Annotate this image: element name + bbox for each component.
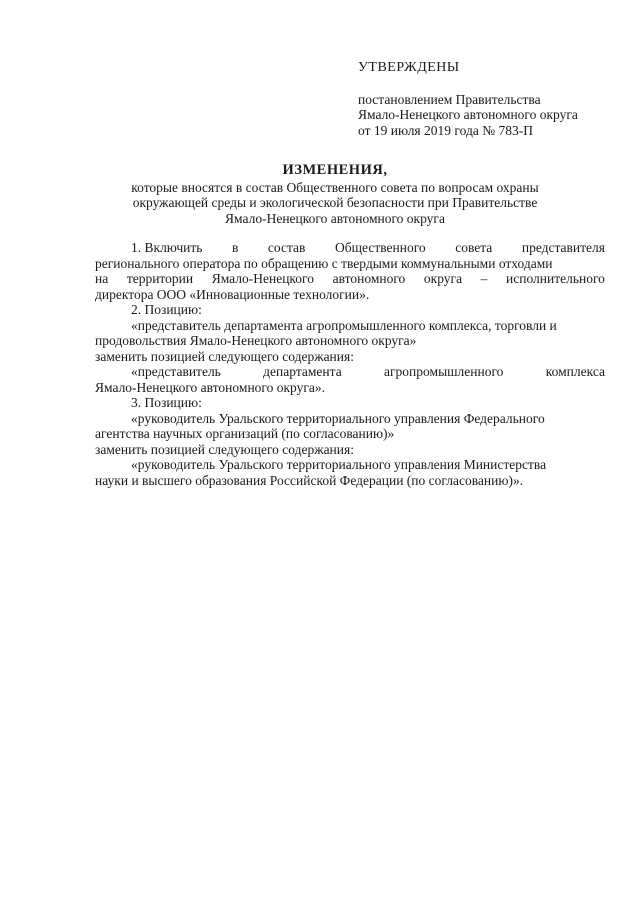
word: департамента — [263, 364, 342, 379]
item-3-new-line-2: науки и высшего образования Российской Федерации (по согласованию)». — [95, 472, 524, 488]
word: комплекса — [545, 364, 605, 379]
item-1-line-3 — [95, 271, 605, 287]
title-heading: ИЗМЕНЕНИЯ, — [282, 162, 388, 178]
word: совета — [455, 240, 493, 255]
item-1-line-1 — [95, 240, 605, 256]
word: агропромышленного — [384, 364, 504, 379]
document-body — [95, 240, 605, 488]
item-3-replace-line: заменить позицией следующего содержания: — [95, 441, 354, 457]
item-2-old-line-2: продовольствия Ямало-Ненецкого автономного округа» — [95, 333, 417, 348]
approval-line: постановлением Правительства — [358, 91, 541, 107]
approval-line: от 19 июля 2019 года № 783-П — [358, 122, 533, 138]
word: в — [232, 240, 239, 255]
word: «представитель — [131, 364, 221, 379]
word: округа — [423, 271, 463, 286]
approval-block — [358, 60, 618, 138]
word: – — [480, 271, 488, 286]
item-2-heading: 2. Позицию: — [131, 302, 202, 317]
item-2-old-line-1: «представитель департамента агропромышленного комплекса, торговли и — [131, 317, 557, 333]
item-2-new-line-1 — [95, 364, 605, 380]
item-3-old-line-1: «руководитель Уральского территориального управления Федерального — [131, 410, 545, 426]
item-1-line-4: директора ООО «Инновационные технологии». — [95, 286, 370, 302]
word: на — [95, 271, 109, 286]
title-line: которые вносятся в состав Общественного совета по вопросам охраны — [131, 179, 539, 195]
word: Ямало-Ненецкого — [211, 271, 315, 286]
item-2-replace-line: заменить позицией следующего содержания: — [95, 348, 354, 364]
item-3-new-line-1: «руководитель Уральского территориального управления Министерства — [131, 457, 547, 472]
title-line: окружающей среды и экологической безопасности при Правительстве — [132, 195, 538, 210]
approval-line: Ямало-Ненецкого автономного округа — [358, 107, 578, 122]
word: представителя — [521, 240, 605, 255]
item-3-old-line-2: агентства научных организаций (по согласованию)» — [95, 426, 395, 441]
document-title — [95, 163, 575, 226]
word: исполнительного — [506, 271, 605, 286]
item-1-line-2: регионального оператора по обращению с твердыми коммунальными отходами — [95, 255, 553, 271]
word: состав — [267, 240, 306, 255]
word: автономного — [332, 271, 406, 286]
item-2-new-line-2: Ямало-Ненецкого автономного округа». — [95, 379, 326, 395]
approval-heading: УТВЕРЖДЕНЫ — [358, 60, 460, 75]
item-3-heading: 3. Позицию: — [131, 395, 202, 410]
word: Общественного — [334, 240, 426, 255]
word: 1. Включить — [131, 240, 203, 255]
word: территории — [126, 271, 194, 286]
title-line: Ямало-Ненецкого автономного округа — [225, 210, 445, 226]
